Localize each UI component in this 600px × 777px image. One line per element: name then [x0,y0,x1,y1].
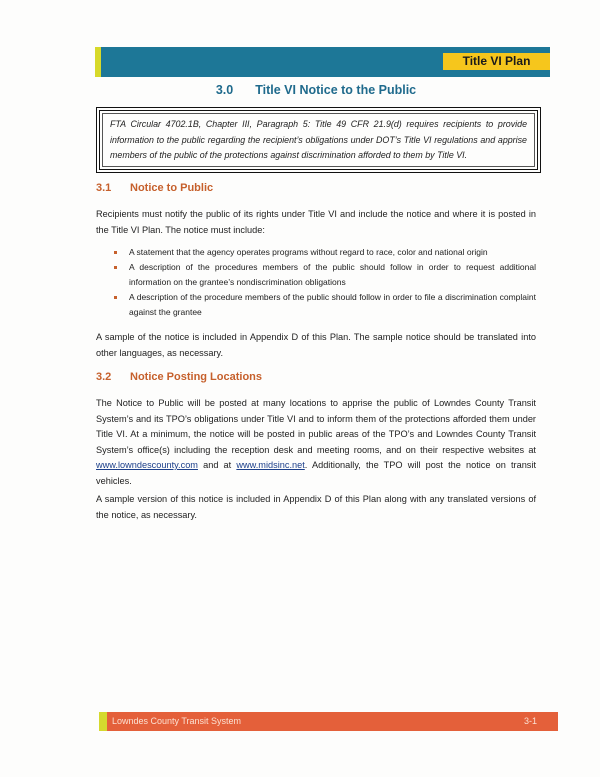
notice-intro-paragraph: Recipients must notify the public of its rights under Title VI and include the notice and where it is posted in the Title VI Plan. The notice must include: [96,209,536,235]
page-number: 3-1 [524,716,538,726]
paragraph-text: The Notice to Public will be posted at many locations to apprise the public of Lowndes County Transit System’s and its TPO’s obligations under Title VI and to inform them of the protections afforded them under Title VI. At a minimum, the notice will be posted in public areas of the TPO’s and Lowndes County Transit System’s office(s) including the reception desk and meeting rooms, and on their respective websites at [96,398,536,455]
bullet-icon [114,266,117,269]
section-heading-3-1 [96,182,213,194]
header-accent-strip [95,47,101,77]
section-number: 3.2 [96,371,112,383]
list-item-text: A description of the procedure members of the public should follow in order to file a discrimination complaint against the grantee [129,292,536,317]
midsinc-link[interactable]: www.midsinc.net [236,460,305,470]
list-item [112,260,536,290]
bullet-icon [114,296,117,299]
notice-requirements-list [112,245,536,320]
page-title [96,83,536,97]
footer-organization: Lowndes County Transit System [112,716,242,726]
section-number: 3.0 [215,83,234,97]
list-item-text: A statement that the agency operates programs without regard to race, color and national origin [129,247,488,257]
section-title: Notice Posting Locations [130,371,263,383]
paragraph-text: and at [197,460,237,470]
section-heading-3-2 [96,371,262,383]
sample-notice-paragraph: A sample of the notice is included in Appendix D of this Plan. The sample notice should be translated into other languages, as necessary. [96,332,536,358]
list-item-text: A description of the procedures members of the public should follow in order to request additional information on the grantee’s nondiscrimination obligations [129,262,536,287]
regulation-callout-box [96,107,541,173]
lowndes-county-link[interactable]: www.lowndescounty.com [96,460,198,470]
section-number: 3.1 [96,182,112,194]
posting-locations-paragraph [96,396,536,489]
list-item [112,245,536,260]
section-title: Title VI Notice to the Public [255,83,417,97]
sample-version-paragraph: A sample version of this notice is included in Appendix D of this Plan along with any translated versions of the notice, as necessary. [96,494,536,520]
bullet-icon [114,251,117,254]
callout-text: FTA Circular 4702.1B, Chapter III, Paragraph 5: Title 49 CFR 21.9(d) requires recipients to provide information to the public regarding the recipient’s obligations under DOT’s Title VI regulations and apprise members of the public of the protections against discrimination afforded to them by Title VI. [110,119,527,160]
section-title: Notice to Public [130,182,214,194]
paragraph-text: . Additionally, the TPO will post the notice on transit vehicles. [96,460,536,486]
list-item [112,290,536,320]
plan-title-label: Title VI Plan [443,53,550,70]
footer-accent-strip [99,712,107,731]
